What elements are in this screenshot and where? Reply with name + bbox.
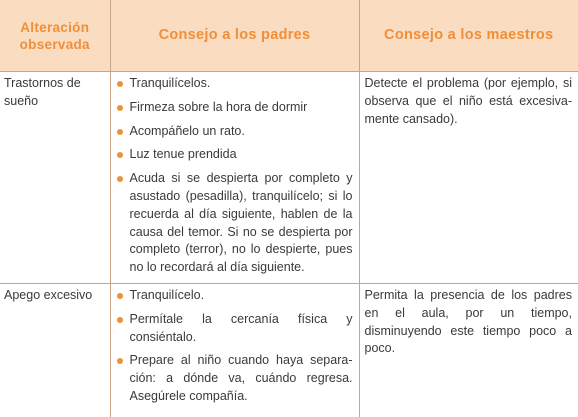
- header-row: [0, 0, 578, 72]
- list-item-text: Tranquilícelo.: [129, 287, 205, 302]
- list-item: [116, 352, 353, 405]
- list-item: [116, 123, 353, 141]
- condition-cell: [0, 72, 110, 284]
- list-item: [116, 146, 353, 164]
- parents-advice-cell: [110, 283, 359, 417]
- header-parents-advice: Consejo a los padres: [110, 0, 359, 72]
- parents-advice-list: [116, 75, 353, 277]
- list-item-text: Acompáñelo un rato.: [129, 123, 245, 138]
- condition-cell: [0, 283, 110, 417]
- table-row: [0, 72, 578, 284]
- header-condition: Alteración observada: [0, 0, 110, 72]
- bullet-icon: [117, 317, 123, 323]
- list-item: [116, 311, 353, 347]
- parents-advice-list: [116, 287, 353, 406]
- bullet-icon: [117, 81, 123, 87]
- list-item-text: Tranquilícelos.: [129, 76, 211, 90]
- table-header: [0, 0, 578, 72]
- list-item: [116, 170, 353, 277]
- list-item-text: Permítale la cercanía física y consiéntalo.: [129, 311, 353, 344]
- list-item-text: Prepare al niño cuando haya separación: a dónde va, cuándo regresa. Asegúrele compañía.: [129, 353, 353, 403]
- teachers-advice-text: Permita la presencia de los padres en el aula, por un tiempo, disminuyendo este tiempo poco a poco.: [364, 287, 572, 356]
- bullet-icon: [117, 129, 123, 135]
- teachers-advice-cell: [359, 283, 578, 417]
- list-item: [116, 75, 353, 93]
- header-teachers-advice: Consejo a los maestros: [359, 0, 578, 72]
- list-item: [116, 287, 353, 305]
- list-item: [116, 99, 353, 117]
- bullet-icon: [117, 358, 123, 364]
- parents-advice-cell: [110, 72, 359, 284]
- bullet-icon: [117, 293, 123, 299]
- bullet-icon: [117, 176, 123, 182]
- bullet-icon: [117, 105, 123, 111]
- table-row: [0, 283, 578, 417]
- bullet-icon: [117, 152, 123, 158]
- condition-text: Trastornos de sueño: [4, 76, 81, 108]
- condition-text: Apego excesivo: [4, 287, 93, 302]
- teachers-advice-text: Detecte el problema (por ejemplo, si observa que el niño está excesivamente cansado).: [364, 76, 572, 126]
- list-item-text: Luz tenue prendida: [129, 147, 237, 162]
- teachers-advice-cell: [359, 72, 578, 284]
- list-item-text: Acuda si se despierta por completo y asustado (pesadilla), tranquilícelo; si lo recuerda al día siguiente, hablen de la causa del temor. Si no se despierta por completo (terror), no lo despierte, pues no lo recordará al día siguiente.: [129, 171, 353, 275]
- list-item-text: Firmeza sobre la hora de dormir: [129, 99, 308, 114]
